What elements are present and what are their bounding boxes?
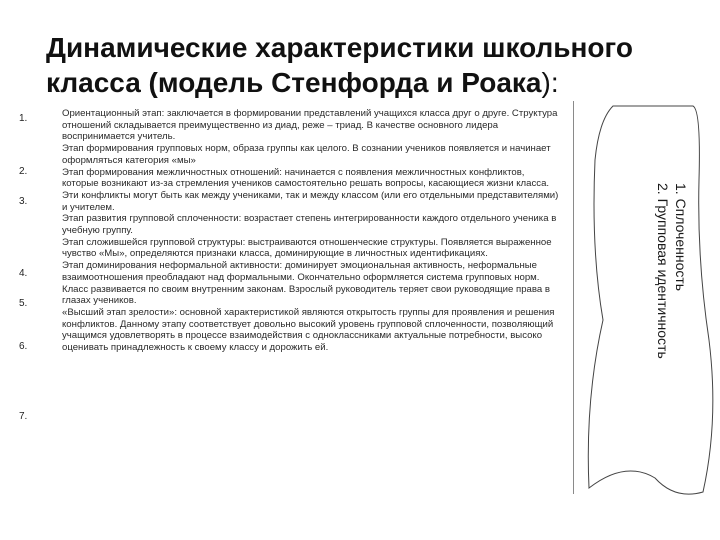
list-number: 2.: [19, 166, 28, 177]
list-number: 3.: [19, 196, 28, 207]
list-item: Ориентационный этап: заключается в формировании представлений учащихся класса друг о друге. Структура отношений складывается преимущественно из диад, реже – триад. В качестве основного лидера воспринимается учитель.: [62, 108, 558, 143]
banner-line: 2. Групповая идентичность: [655, 183, 671, 359]
list-item: Этап формирования групповых норм, образа группы как целого. В сознании учеников появляется и начинает оформляться категория «мы»: [62, 143, 551, 166]
banner-line: 1. Сплоченность: [673, 183, 689, 292]
title-main: Динамические характеристики школьного класса (модель Стенфорда и Роака: [46, 32, 633, 98]
list-item: Этап сложившейся групповой структуры: выстраиваются отношенческие структуры. Появляется выраженное чувство «Мы», определяются признаки класса, доминирующие в личностных идентификациях.: [62, 236, 552, 260]
list-item: Этап формирования межличностных отношений: начинается с появления межличностных конфликтов, которые возникают из-за стремления учеников самостоятельно решать вопросы, касающиеся жизни класса. Эти конфликты могут быть как между учениками, так и между классом (или его отдельными представителями) и учителем.: [62, 166, 559, 213]
title-tail: ):: [541, 67, 559, 98]
list-item: «Высший этап зрелости»: основной характеристикой являются открытость группы для проявления и решения конфликтов. Данному этапу соответствует довольно высокий уровень групповой сплоченности, позволяющий учащимся удовлетворять в процессе взаимодействия с одноклассниками актуальные потребности, высоко оценивать принадлежность к своему классу и дорожить ей.: [62, 306, 555, 354]
list-number: 4.: [19, 268, 28, 279]
list-item: Этап доминирования неформальной активности: доминирует эмоциональная активность, неформальные взаимоотношения преобладают над формальными. Окончательно оформляется система групповых норм. Класс развивается по своим внутренним законам. Взрослый руководитель теряет свои руководящие права в глазах учеников.: [62, 260, 550, 307]
stages-text: [62, 108, 562, 354]
list-item: Этап развития групповой сплоченности: возрастает степень интегрированности каждого отдельного ученика в учебную группу.: [62, 213, 557, 237]
banner-text: [600, 183, 690, 483]
list-number: 1.: [19, 113, 28, 124]
list-number: 5.: [19, 298, 28, 309]
list-number: 7.: [19, 411, 28, 422]
divider-line: [573, 101, 574, 494]
page-title: [46, 30, 666, 100]
list-number: 6.: [19, 341, 28, 352]
